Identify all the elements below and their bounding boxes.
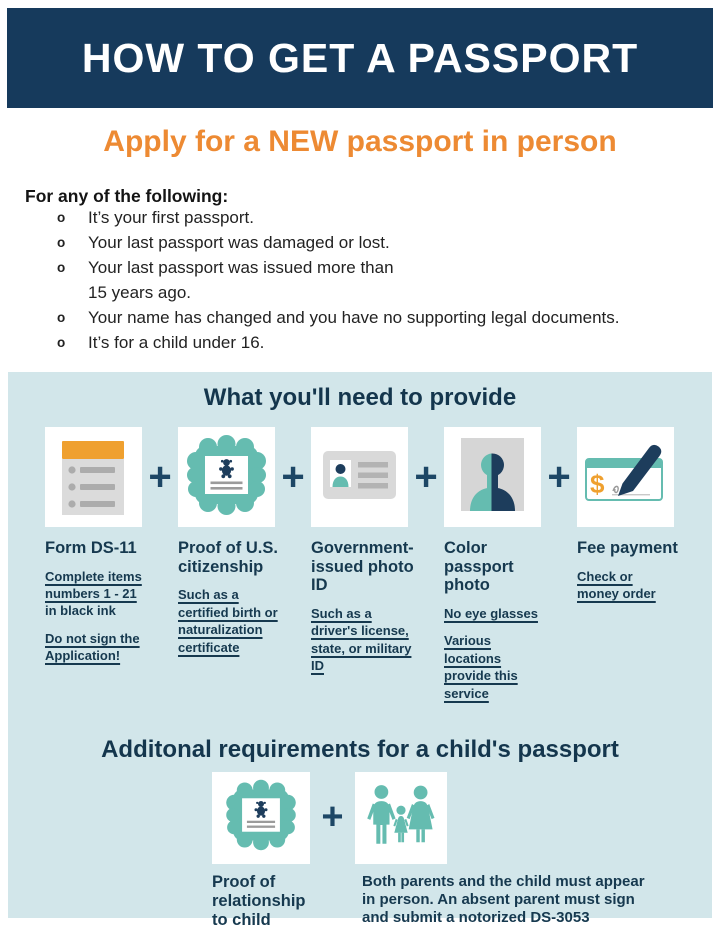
list-item [57, 255, 697, 305]
list-item-text: It’s for a child under 16. [88, 333, 265, 352]
card-family [355, 772, 447, 864]
list-item [57, 305, 697, 330]
form-icon [45, 425, 142, 530]
list-item-text: Your last passport was issued more than 15 years ago. [88, 258, 394, 302]
card-form-ds11 [45, 427, 142, 527]
item-note: Such as a driver's license, state, or military ID [311, 605, 412, 674]
svg-text:$: $ [590, 468, 605, 499]
id-card-icon [311, 425, 408, 530]
requirement-cards-row [45, 427, 712, 527]
plus-icon: + [321, 796, 344, 839]
bullet-icon: o [57, 210, 66, 225]
bullet-icon: o [57, 310, 66, 325]
item-note: No eye glasses [444, 605, 538, 621]
item-fee-payment [577, 539, 710, 712]
title-banner [7, 8, 713, 108]
child-caption-left: Proof of relationship to child [212, 872, 306, 930]
item-title: Fee payment [577, 539, 678, 557]
list-item [57, 330, 697, 355]
list-item-text: Your name has changed and you have no supporting legal documents. [88, 308, 620, 327]
card-fee-payment [577, 427, 674, 527]
list-item [57, 230, 697, 255]
bullet-icon: o [57, 335, 66, 350]
item-note: Such as a certified birth or naturalization certificate [178, 587, 278, 655]
list-item [57, 205, 697, 230]
item-citizenship-proof [178, 539, 311, 712]
plus-icon: + [281, 454, 305, 499]
item-title: Proof of U.S. citizenship [178, 539, 278, 576]
card-photo-id [311, 427, 408, 527]
certificate-icon [178, 425, 275, 530]
item-note: Various locations provide this service [444, 633, 518, 701]
requirements-list [57, 205, 697, 355]
bullet-icon: o [57, 260, 66, 275]
item-title: Government- issued photo ID [311, 539, 414, 595]
provide-section [8, 372, 712, 930]
section-heading-provide: What you'll need to provide [203, 384, 517, 411]
child-caption-right: Both parents and the child must appear in person. An absent parent must sign and submit a notorized DS-3053 [362, 872, 645, 926]
section-heading-apply: Apply for a NEW passport in person [103, 125, 617, 158]
list-intro-label: For any of the following: [25, 186, 229, 206]
requirement-text-row [45, 539, 712, 712]
item-form-ds11 [45, 539, 178, 712]
item-passport-photo [444, 539, 577, 712]
item-note: Check or money order [577, 568, 656, 602]
child-captions-row [212, 873, 712, 930]
plus-icon: + [414, 454, 438, 499]
family-icon [357, 771, 445, 864]
item-note: in black ink [45, 603, 116, 619]
card-citizenship-proof [178, 427, 275, 527]
list-item-text: Your last passport was damaged or lost. [88, 233, 390, 252]
item-note: Do not sign the Application! [45, 630, 140, 664]
item-title: Form DS-11 [45, 539, 137, 557]
item-title: Color passport photo [444, 539, 514, 595]
section-heading-child: Additonal requirements for a child's passport [101, 735, 619, 763]
page-title: HOW TO GET A PASSPORT [81, 34, 639, 81]
child-cards-row [212, 772, 712, 864]
plus-icon: + [148, 454, 172, 499]
certificate-icon [216, 771, 306, 864]
bullet-icon: o [57, 235, 66, 250]
item-note: Complete items numbers 1 - 21 [45, 568, 142, 602]
plus-icon: + [547, 454, 571, 499]
passport-photo-icon [444, 425, 541, 530]
card-proof-relationship [212, 772, 310, 864]
item-photo-id [311, 539, 444, 712]
check-pen-icon [577, 425, 674, 530]
card-passport-photo [444, 427, 541, 527]
list-item-text: It’s your first passport. [88, 208, 254, 227]
